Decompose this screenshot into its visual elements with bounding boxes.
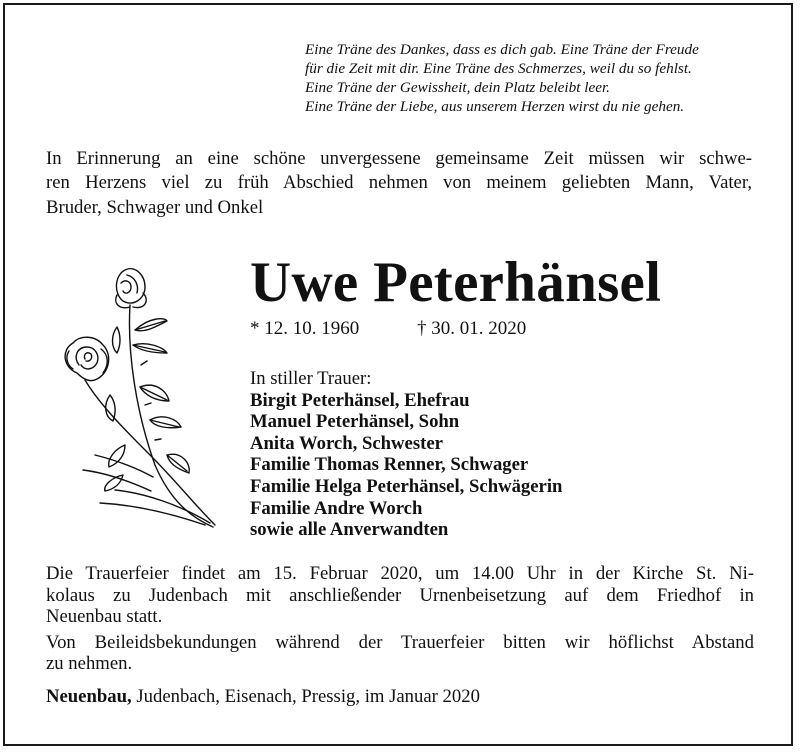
service-line: Neuenbau statt.	[46, 606, 163, 628]
mourners-list	[250, 368, 562, 541]
mourner-name: Familie Thomas Renner, Schwager	[250, 454, 529, 476]
service-line: Die Trauerfeier findet am 15. Februar 2020, um 14.00 Uhr in der Kirche St. Ni-	[46, 563, 754, 584]
death-date: † 30. 01. 2020	[417, 318, 527, 339]
rose-icon	[55, 255, 225, 535]
poem-line: für die Zeit mit dir. Eine Träne des Schmerzes, weil du so fehlst.	[305, 60, 692, 77]
service-line: kolaus zu Judenbach mit anschließender Urnenbeisetzung auf dem Friedhof in	[46, 584, 754, 606]
condolence-line: Von Beileidsbekundungen während der Trauerfeier bitten wir höflichst Abstand	[46, 631, 754, 653]
mourner-name: sowie alle Anverwandten	[250, 519, 449, 541]
intro-text	[46, 147, 752, 220]
deceased-name: Uwe Peterhänsel	[250, 251, 662, 314]
mourner-name: Birgit Peterhänsel, Ehefrau	[250, 389, 470, 411]
mourners-heading: In stiller Trauer:	[250, 368, 372, 389]
poem-line: Eine Träne des Dankes, dass es dich gab. Eine Träne der Freude	[305, 41, 699, 58]
intro-line: ren Herzens viel zu früh Abschied nehmen von meinem geliebten Mann, Vater,	[46, 172, 752, 194]
poem-line: Eine Träne der Gewissheit, dein Platz beleibt leer.	[305, 79, 610, 96]
poem-line: Eine Träne der Liebe, aus unserem Herzen wirst du nie gehen.	[305, 98, 685, 115]
life-dates	[250, 318, 527, 340]
service-info	[46, 563, 754, 675]
mourner-name: Familie Helga Peterhänsel, Schwägerin	[250, 475, 563, 497]
place-rest: Judenbach, Eisenach, Pressig, im Januar 2020	[136, 686, 480, 707]
condolence-line: zu nehmen.	[46, 653, 133, 675]
birth-date: * 12. 10. 1960	[250, 318, 360, 339]
place-main: Neuenbau,	[46, 686, 132, 707]
mourner-name: Manuel Peterhänsel, Sohn	[250, 411, 460, 433]
mourner-name: Anita Worch, Schwester	[250, 432, 443, 454]
mourner-name: Familie Andre Worch	[250, 497, 423, 519]
place-and-date	[46, 686, 480, 708]
intro-line: Bruder, Schwager und Onkel	[46, 196, 264, 218]
intro-line: In Erinnerung an eine schöne unvergessene gemeinsame Zeit müssen wir schwe-	[46, 148, 752, 169]
poem-verse	[305, 40, 775, 116]
